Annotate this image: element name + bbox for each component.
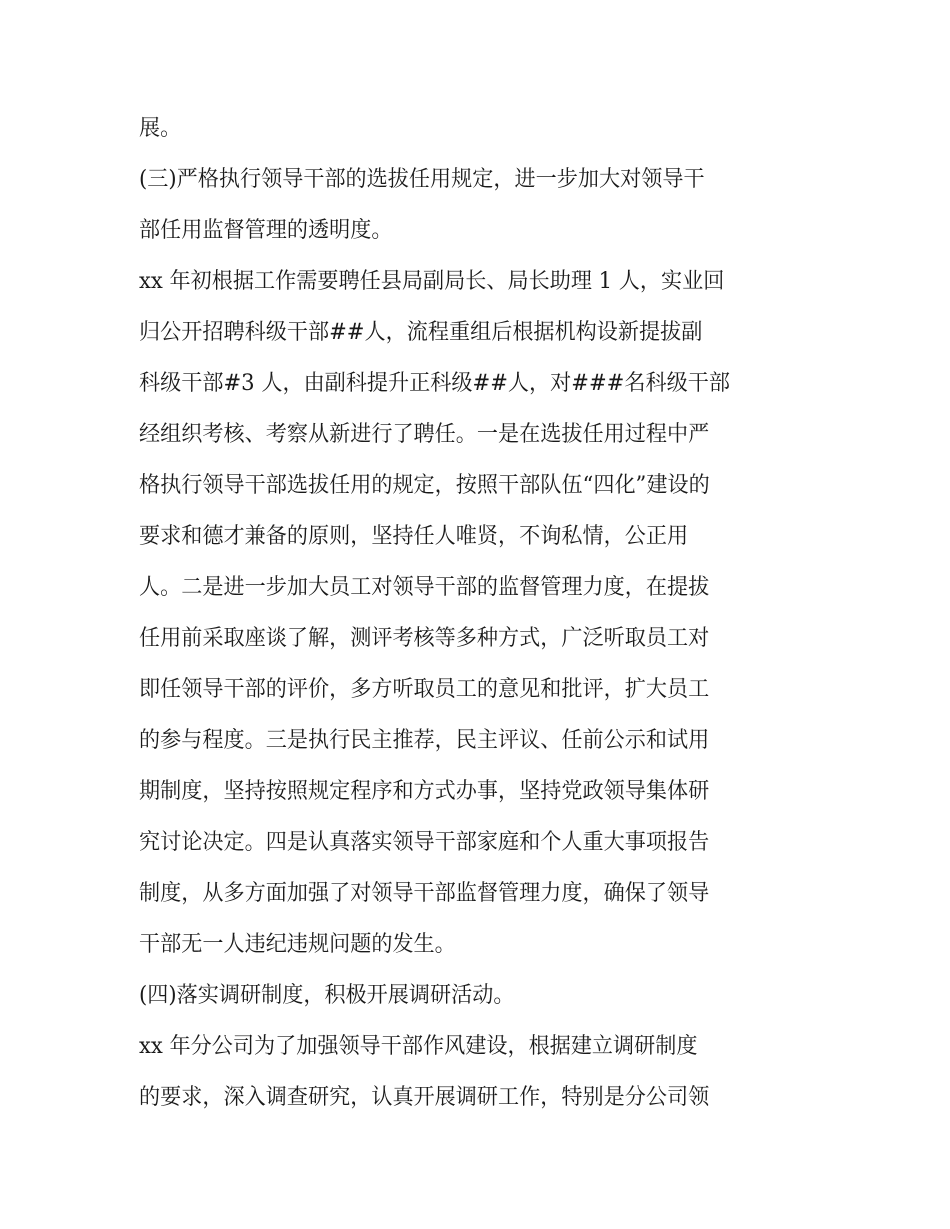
section-heading: (三)严格执行领导干部的选拔任用规定，进一步加大对领导干 [139,167,705,192]
text-line: 制度，从多方面加强了对领导干部监督管理力度，确保了领导 [139,881,710,906]
text-line: xx 年初根据工作需要聘任县局副局长、局长助理 1 人，实业回 [139,269,725,294]
text-line: 究讨论决定。四是认真落实领导干部家庭和个人重大事项报告 [139,830,710,855]
text-line: 归公开招聘科级干部##人，流程重组后根据机构设新提拔副 [139,320,703,345]
text-line: 期制度，坚持按照规定程序和方式办事，坚持党政领导集体研 [139,779,710,804]
text-line: 的要求，深入调查研究，认真开展调研工作，特别是分公司领 [139,1085,710,1110]
text-line: 部任用监督管理的透明度。 [139,218,393,243]
text-line: 任用前采取座谈了解，测评考核等多种方式，广泛听取员工对 [139,626,710,651]
text-line: 科级干部#3 人，由副科提升正科级##人，对###名科级干部 [139,371,730,396]
text-line: 的参与程度。三是执行民主推荐，民主评议、任前公示和试用 [139,728,710,753]
text-line: 格执行领导干部选拔任用的规定，按照干部队伍“四化”建设的 [139,473,710,498]
section-heading: (四)落实调研制度，积极开展调研活动。 [139,983,515,1008]
text-line: 干部无一人违纪违规问题的发生。 [139,932,456,957]
text-line: 人。二是进一步加大员工对领导干部的监督管理力度，在提拔 [139,575,710,600]
text-line: 经组织考核、考察从新进行了聘任。一是在选拔任用过程中严 [139,422,710,447]
text-line: 要求和德才兼备的原则，坚持任人唯贤，不询私情，公正用 [139,524,689,549]
text-line: xx 年分公司为了加强领导干部作风建设，根据建立调研制度 [139,1034,698,1059]
text-line: 展。 [139,116,182,141]
text-line: 即任领导干部的评价，多方听取员工的意见和批评，扩大员工 [139,677,710,702]
